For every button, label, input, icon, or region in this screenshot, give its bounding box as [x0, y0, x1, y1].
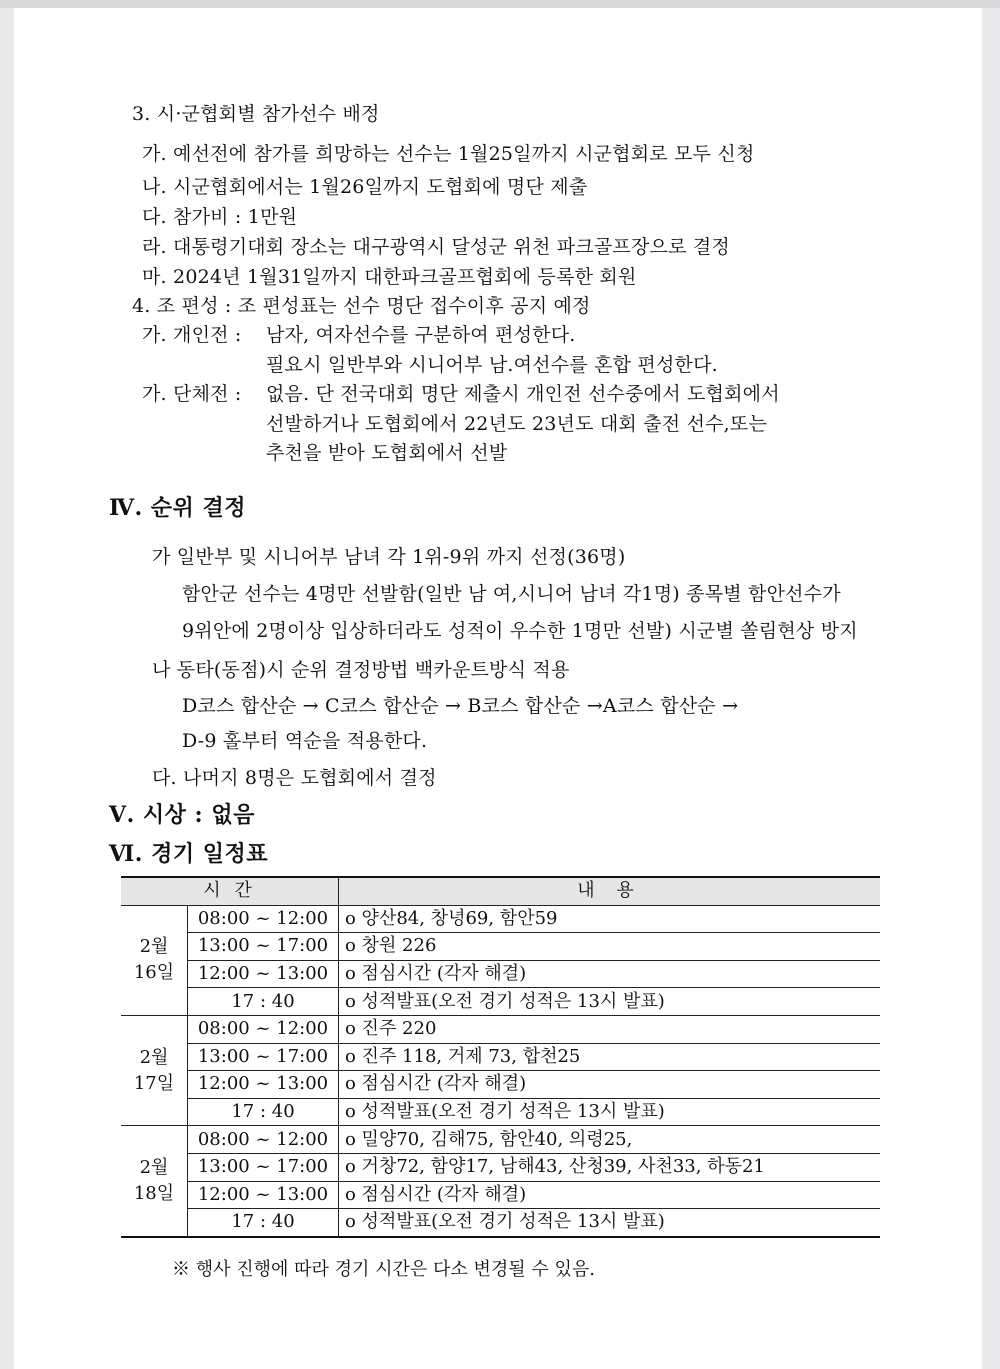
time-cell: 17 : 40 — [188, 1098, 339, 1126]
team-label: 가. 단체전 : — [142, 383, 242, 405]
document-page — [14, 8, 982, 1369]
award-heading: Ⅴ. 시상 : 없음 — [109, 802, 255, 828]
schedule-table — [121, 876, 880, 1238]
time-cell: 13:00 ~ 17:00 — [188, 1043, 339, 1071]
content-cell: o 진주 118, 거제 73, 합천25 — [339, 1043, 881, 1071]
day-date: 18일 — [133, 1183, 175, 1205]
schedule-note: ※ 행사 진행에 따라 경기 시간은 다소 변경될 수 있음. — [172, 1259, 595, 1280]
schedule-heading: Ⅵ. 경기 일정표 — [109, 841, 269, 867]
table-row — [121, 1043, 880, 1071]
table-row — [121, 1098, 880, 1126]
content-cell: o 성적발표(오전 경기 성적은 13시 발표) — [339, 988, 881, 1016]
content-cell: o 창원 226 — [339, 933, 881, 961]
individual-line-1: 남자, 여자선수를 구분하여 편성한다. — [266, 324, 576, 346]
table-row — [121, 1071, 880, 1099]
section3-item-ra: 라. 대통령기대회 장소는 대구광역시 달성군 위천 파크골프장으로 결정 — [142, 236, 730, 258]
content-cell: o 점심시간 (각자 해결) — [339, 1071, 881, 1099]
table-row — [121, 905, 880, 933]
team-line-2: 선발하거나 도협회에서 22년도 23년도 대회 출전 선수,또는 — [266, 413, 768, 435]
ranking-heading: Ⅳ. 순위 결정 — [109, 495, 246, 521]
top-bar — [0, 0, 1000, 8]
content-cell: o 거창72, 함양17, 남해43, 산청39, 사천33, 하동21 — [339, 1153, 881, 1181]
content-cell: o 밀양70, 김해75, 함안40, 의령25, — [339, 1126, 881, 1154]
time-cell: 12:00 ~ 13:00 — [188, 1181, 339, 1209]
section3-item-ga: 가. 예선전에 참가를 희망하는 선수는 1월25일까지 시군협회로 모두 신청 — [142, 143, 755, 165]
day-cell — [121, 905, 188, 1015]
content-cell: o 성적발표(오전 경기 성적은 13시 발표) — [339, 1209, 881, 1237]
content-cell: o 점심시간 (각자 해결) — [339, 1181, 881, 1209]
individual-line-2: 필요시 일반부와 시니어부 남.여선수를 혼합 편성한다. — [266, 354, 718, 376]
individual-label: 가. 개인전 : — [142, 324, 242, 346]
col-content-header: 내 용 — [339, 877, 881, 905]
day-month: 2월 — [139, 936, 169, 958]
section4-title: 4. 조 편성 : 조 편성표는 선수 명단 접수이후 공지 예정 — [132, 295, 591, 317]
team-line-3: 추천을 받아 도협회에서 선발 — [266, 442, 508, 464]
content-cell: o 진주 220 — [339, 1015, 881, 1043]
day-month: 2월 — [139, 1157, 169, 1179]
ranking-line-3: 9위안에 2명이상 입상하더라도 성적이 우수한 1명만 선발) 시군별 쏠림현상 방지 — [182, 620, 858, 642]
time-cell: 08:00 ~ 12:00 — [188, 905, 339, 933]
day-cell — [121, 1015, 188, 1125]
table-row — [121, 1209, 880, 1237]
day-date: 16일 — [133, 962, 175, 984]
table-row — [121, 988, 880, 1016]
time-cell: 08:00 ~ 12:00 — [188, 1126, 339, 1154]
col-time-header: 시 간 — [121, 877, 339, 905]
ranking-line-2: 함안군 선수는 4명만 선발함(일반 남 여,시니어 남녀 각1명) 종목별 함안선수가 — [182, 583, 841, 605]
content-cell: o 성적발표(오전 경기 성적은 13시 발표) — [339, 1098, 881, 1126]
time-cell: 13:00 ~ 17:00 — [188, 933, 339, 961]
time-cell: 08:00 ~ 12:00 — [188, 1015, 339, 1043]
time-cell: 12:00 ~ 13:00 — [188, 1071, 339, 1099]
ranking-line-5: D코스 합산순 → C코스 합산순 → B코스 합산순 →A코스 합산순 → — [182, 695, 739, 717]
time-cell: 12:00 ~ 13:00 — [188, 960, 339, 988]
table-row — [121, 933, 880, 961]
table-row — [121, 1126, 880, 1154]
time-cell: 17 : 40 — [188, 988, 339, 1016]
content-cell: o 양산84, 창녕69, 함안59 — [339, 905, 881, 933]
section3-title: 3. 시·군협회별 참가선수 배정 — [132, 103, 380, 125]
table-row — [121, 1153, 880, 1181]
table-header-row — [121, 877, 880, 905]
time-cell: 13:00 ~ 17:00 — [188, 1153, 339, 1181]
time-cell: 17 : 40 — [188, 1209, 339, 1237]
team-line-1: 없음. 단 전국대회 명단 제출시 개인전 선수중에서 도협회에서 — [266, 383, 780, 405]
ranking-line-6: D-9 홀부터 역순을 적용한다. — [182, 730, 428, 752]
ranking-line-4: 나 동타(동점)시 순위 결정방법 백카운트방식 적용 — [152, 659, 570, 681]
section3-item-da: 다. 참가비 : 1만원 — [142, 206, 298, 228]
section3-item-ma: 마. 2024년 1월31일까지 대한파크골프협회에 등록한 회원 — [142, 266, 637, 288]
day-month: 2월 — [139, 1046, 169, 1068]
section3-item-na: 나. 시군협회에서는 1월26일까지 도협회에 명단 제출 — [142, 176, 588, 198]
table-row — [121, 1181, 880, 1209]
table-row — [121, 1015, 880, 1043]
day-date: 17일 — [133, 1072, 175, 1094]
ranking-line-1: 가 일반부 및 시니어부 남녀 각 1위-9위 까지 선정(36명) — [152, 546, 626, 568]
content-cell: o 점심시간 (각자 해결) — [339, 960, 881, 988]
ranking-line-7: 다. 나머지 8명은 도협회에서 결정 — [152, 767, 437, 789]
table-row — [121, 960, 880, 988]
day-cell — [121, 1126, 188, 1237]
